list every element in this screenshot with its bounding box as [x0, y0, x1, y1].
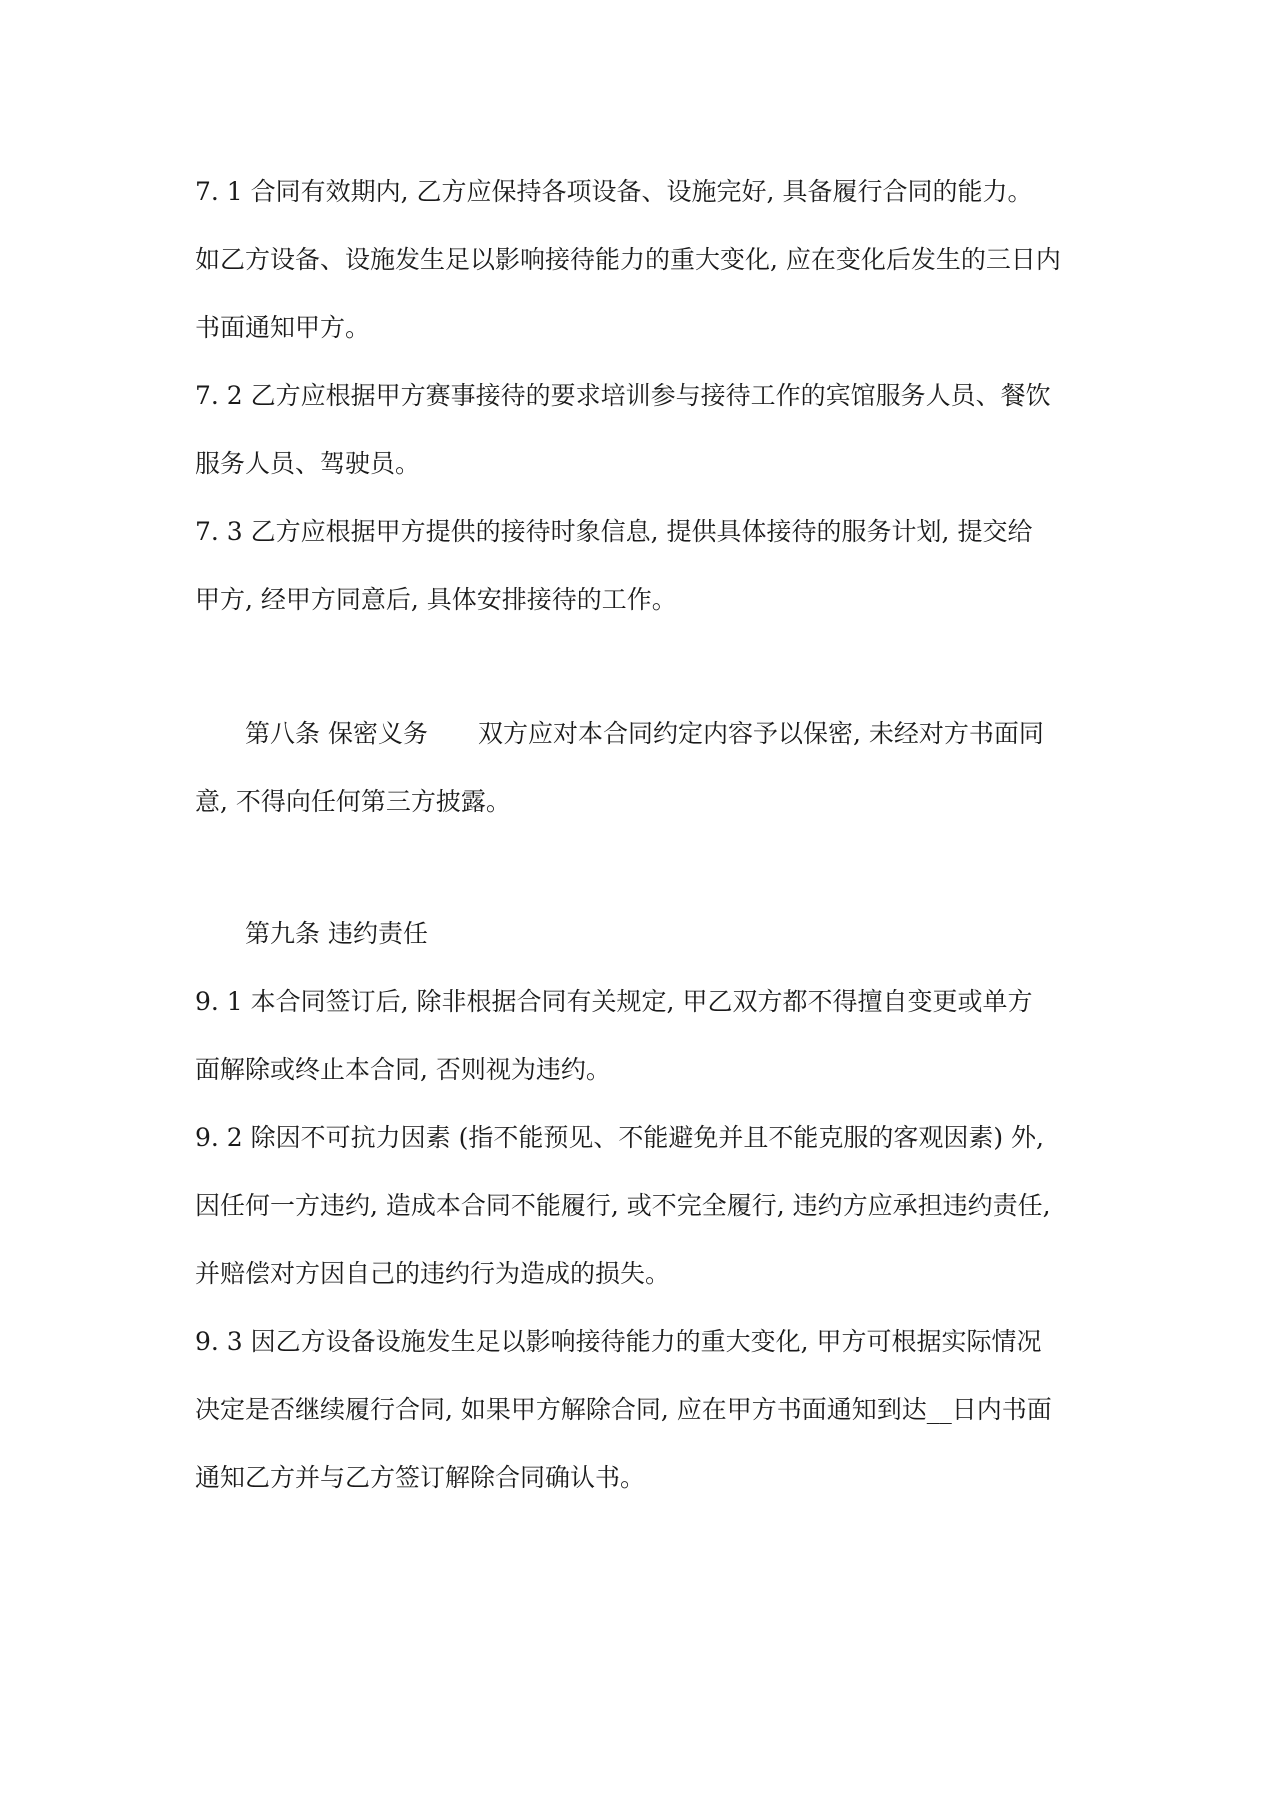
clause-9-line: 9. 2 除因不可抗力因素 (指不能预见、不能避免并且不能克服的客观因素) 外,: [195, 1123, 1045, 1152]
clause-9-line: 9. 3 因乙方设备设施发生足以影响接待能力的重大变化, 甲方可根据实际情况: [195, 1327, 1042, 1356]
clause-7-line: 7. 2 乙方应根据甲方赛事接待的要求培训参与接待工作的宾馆服务人员、餐饮: [195, 381, 1051, 410]
clause-9-section: [195, 900, 1095, 1512]
clause-8-line: 第八条 保密义务 双方应对本合同约定内容予以保密, 未经对方书面同: [195, 719, 1044, 748]
clause-7-line: 如乙方设备、设施发生足以影响接待能力的重大变化, 应在变化后发生的三日内: [195, 245, 1061, 274]
clause-7-line: 书面通知甲方。: [195, 313, 371, 342]
clause-9-line: 因任何一方违约, 造成本合同不能履行, 或不完全履行, 违约方应承担违约责任,: [195, 1191, 1051, 1220]
clause-9-line: 9. 1 本合同签订后, 除非根据合同有关规定, 甲乙双方都不得擅自变更或单方: [195, 987, 1033, 1016]
clause-7-line: 甲方, 经甲方同意后, 具体安排接待的工作。: [195, 585, 677, 614]
clause-9-line: 并赔偿对方因自己的违约行为造成的损失。: [195, 1259, 671, 1288]
clause-7-line: 服务人员、驾驶员。: [195, 449, 421, 478]
clause-9-line: 通知乙方并与乙方签订解除合同确认书。: [195, 1463, 646, 1492]
clause-7-section: [195, 158, 1095, 634]
clause-9-heading: 第九条 违约责任: [195, 919, 428, 948]
clause-9-line: 面解除或终止本合同, 否则视为违约。: [195, 1055, 611, 1084]
clause-7-line: 7. 3 乙方应根据甲方提供的接待时象信息, 提供具体接待的服务计划, 提交给: [195, 517, 1033, 546]
clause-8-section: [195, 700, 1095, 836]
clause-7-line: 7. 1 合同有效期内, 乙方应保持各项设备、设施完好, 具备履行合同的能力。: [195, 177, 1033, 206]
clause-8-line: 意, 不得向任何第三方披露。: [195, 787, 511, 816]
clause-9-line: 决定是否继续履行合同, 如果甲方解除合同, 应在甲方书面通知到达__日内书面: [195, 1395, 1052, 1424]
